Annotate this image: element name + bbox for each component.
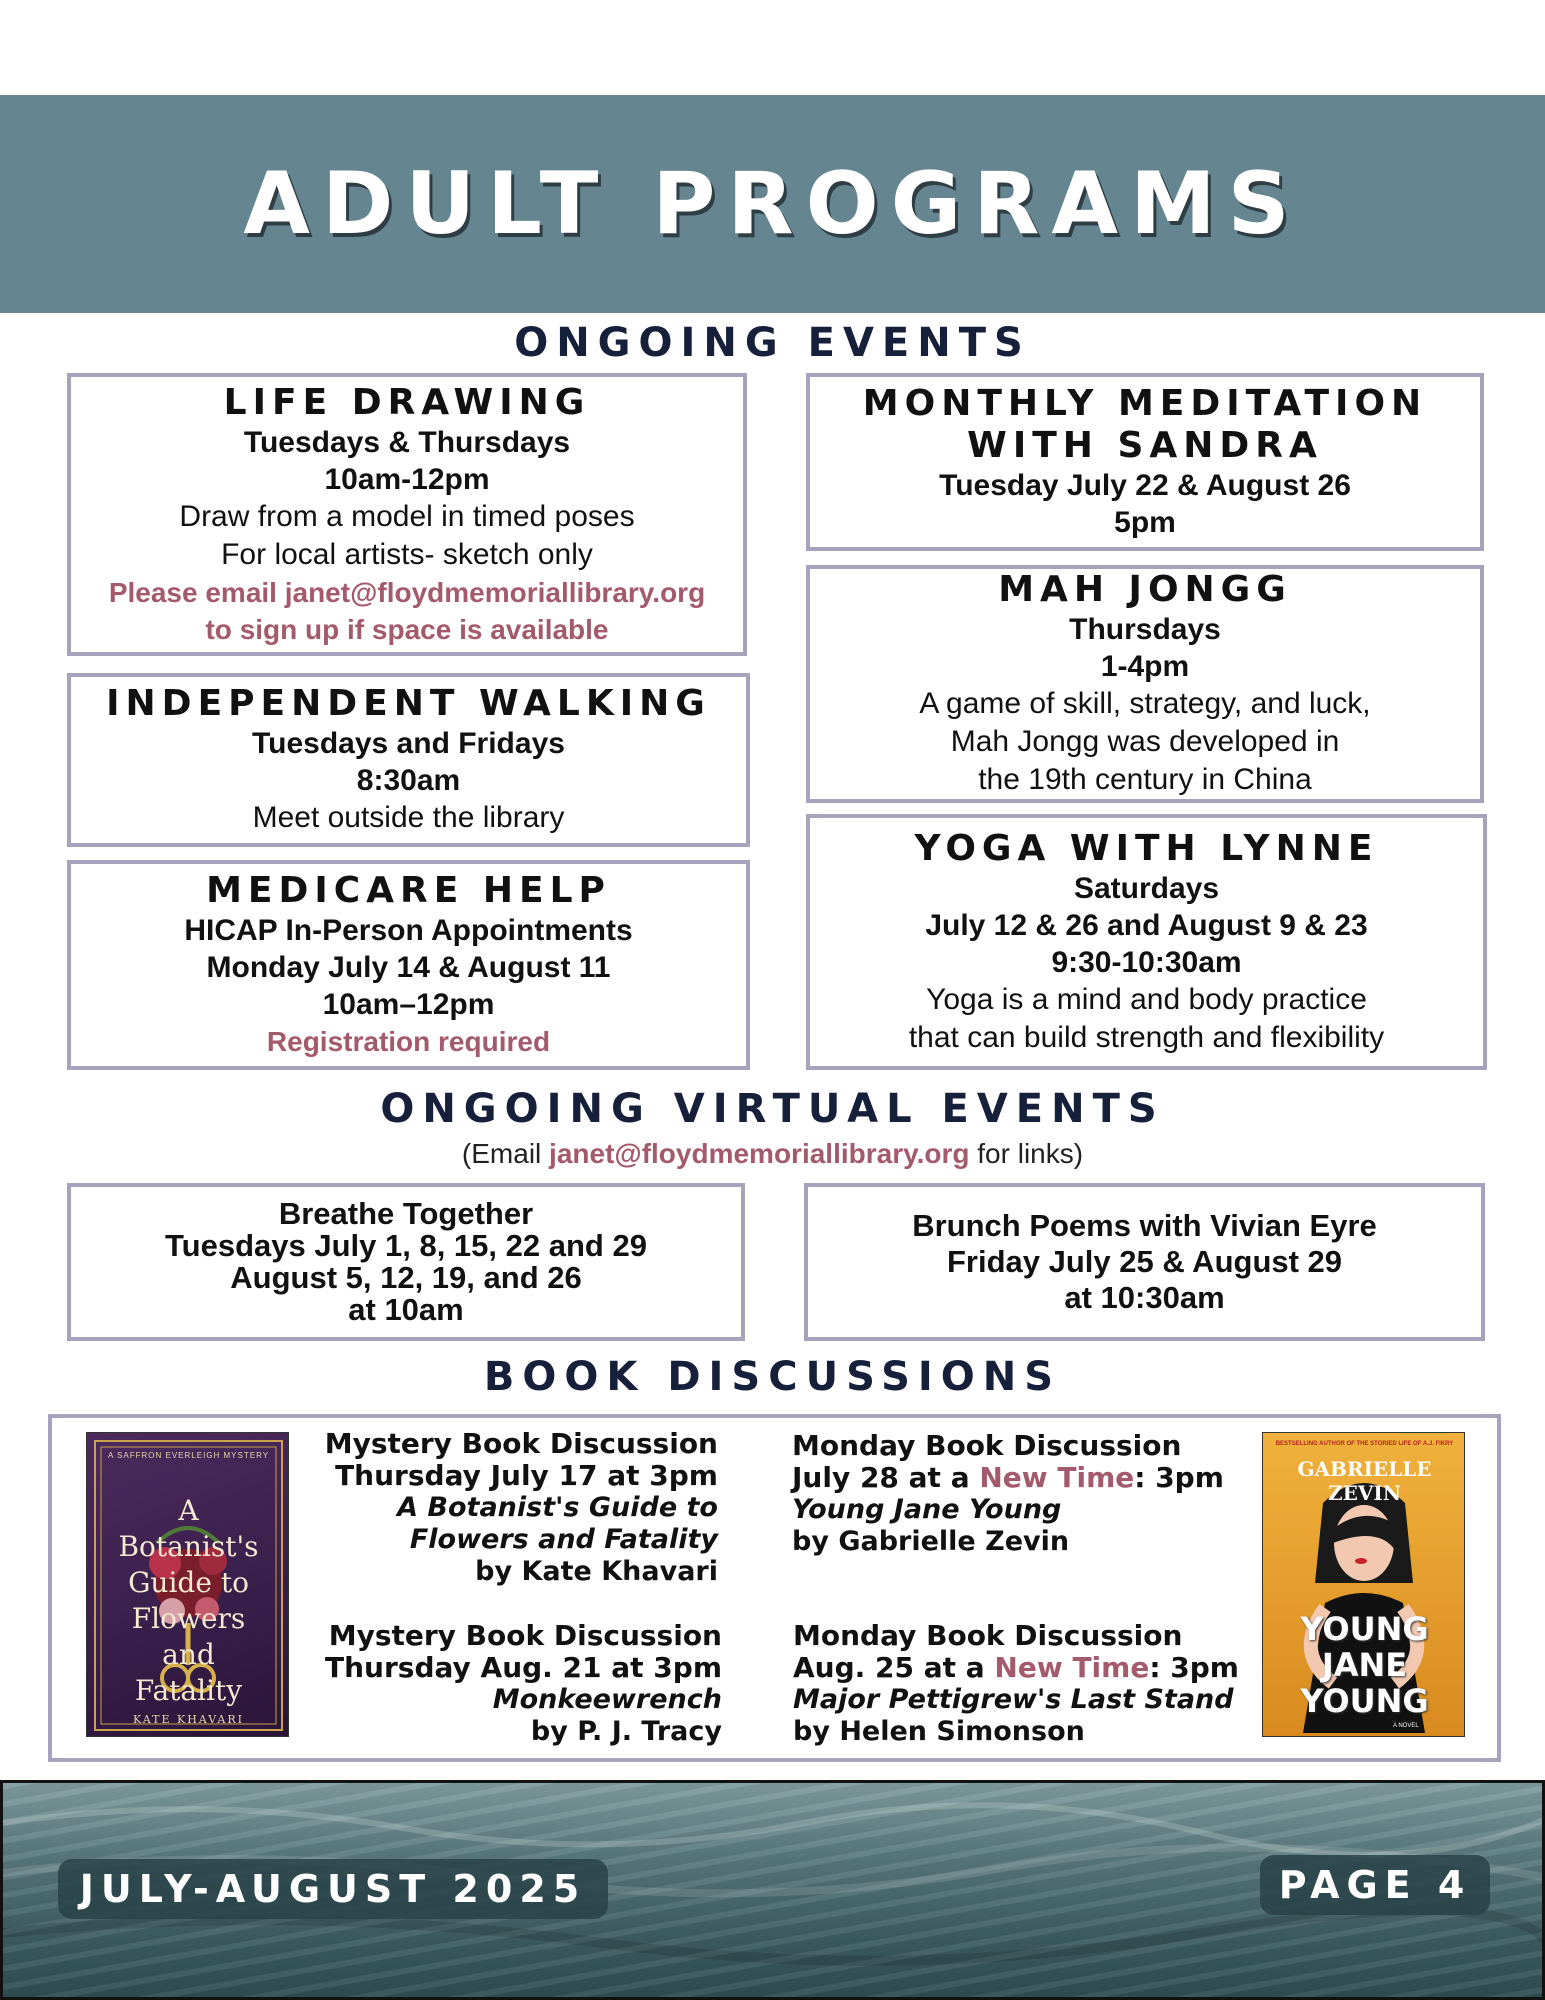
event-description: Meet outside the library — [252, 801, 565, 834]
book-title: Young Jane Young — [792, 1494, 1062, 1525]
virtual-events-subline — [0, 1138, 1545, 1170]
event-dates: July 12 & 26 and August 9 & 23 — [925, 908, 1368, 942]
event-days: Thursdays — [1069, 613, 1221, 646]
event-time: at 10am — [348, 1292, 464, 1327]
event-line: HICAP In-Person Appointments — [184, 914, 633, 947]
event-days: Tuesdays and Fridays — [252, 727, 565, 760]
event-dates: Monday July 14 & August 11 — [206, 951, 611, 984]
discussion-name: Mystery Book Discussion — [324, 1427, 718, 1460]
discussion-name: Monday Book Discussion — [792, 1429, 1182, 1462]
event-title: INDEPENDENT WALKING — [106, 683, 711, 724]
book-title: Major Pettigrew's Last Stand — [793, 1684, 1234, 1715]
event-time: 10am–12pm — [322, 988, 495, 1021]
book-discussions-heading: BOOK DISCUSSIONS — [483, 1354, 1062, 1400]
discussion-date — [793, 1652, 1253, 1684]
meditation-box — [806, 373, 1484, 551]
date-prefix: Aug. 25 at a — [793, 1651, 995, 1684]
event-dates: Tuesdays July 1, 8, 15, 22 and 29 — [165, 1228, 647, 1263]
footer-banner — [0, 1780, 1545, 2000]
event-title: WITH SANDRA — [967, 425, 1323, 466]
event-title: Breathe Together — [278, 1196, 534, 1231]
event-title: MAH JONGG — [998, 569, 1292, 610]
book-author: by P. J. Tracy — [530, 1716, 722, 1747]
event-time: 8:30am — [356, 764, 461, 797]
book-author: by Helen Simonson — [793, 1716, 1085, 1747]
book-author: by Gabrielle Zevin — [792, 1526, 1070, 1557]
breathe-together-box — [67, 1183, 745, 1341]
mystery-discussion-july — [300, 1428, 718, 1588]
book-cover-botanists-guide — [86, 1432, 289, 1737]
event-days: Tuesdays & Thursdays — [243, 425, 571, 459]
event-description: Draw from a model in timed poses — [179, 499, 635, 533]
header-banner — [0, 95, 1545, 313]
event-description: that can build strength and flexibility — [908, 1020, 1385, 1054]
cover-tagline: BESTSELLING AUTHOR OF THE STORIED LIFE OF A.J. FIKRY — [1275, 1441, 1454, 1447]
discussion-name: Mystery Book Discussion — [328, 1619, 722, 1652]
cover-title-line: YOUNG — [1300, 1682, 1429, 1720]
new-time-highlight: New Time — [994, 1651, 1150, 1684]
event-title: YOGA WITH LYNNE — [914, 827, 1379, 869]
brunch-poems-box — [804, 1183, 1485, 1341]
event-description: Mah Jongg was developed in — [950, 725, 1340, 758]
yoga-box — [806, 814, 1487, 1070]
discussion-date: Thursday July 17 at 3pm — [335, 1459, 718, 1492]
virtual-email-link[interactable]: janet@floydmemoriallibrary.org — [549, 1138, 970, 1169]
book-title: A Botanist's Guide to — [397, 1492, 718, 1523]
event-title: Brunch Poems with Vivian Eyre — [912, 1208, 1377, 1243]
virtual-events-heading: ONGOING VIRTUAL EVENTS — [380, 1086, 1165, 1132]
cover-author: GABRIELLE ZEVIN — [1297, 1457, 1432, 1505]
life-drawing-box — [67, 373, 747, 656]
medicare-help-box — [67, 860, 750, 1070]
event-time: at 10:30am — [1064, 1280, 1225, 1315]
date-suffix: : 3pm — [1134, 1461, 1224, 1494]
book-title: Monkeewrench — [492, 1684, 722, 1715]
monday-discussion-july — [792, 1430, 1252, 1558]
event-title: LIFE DRAWING — [223, 381, 591, 423]
event-time: 1-4pm — [1100, 650, 1190, 683]
event-title: MONTHLY MEDITATION — [862, 383, 1428, 424]
subline-prefix: (Email — [461, 1138, 550, 1169]
event-dates: August 5, 12, 19, and 26 — [230, 1260, 582, 1295]
event-days: Saturdays — [1073, 871, 1220, 905]
new-time-highlight: New Time — [979, 1461, 1135, 1494]
mah-jongg-box — [806, 565, 1484, 803]
event-description: A game of skill, strategy, and luck, — [919, 687, 1371, 720]
event-time: 10am-12pm — [324, 462, 490, 496]
event-description: For local artists- sketch only — [221, 537, 593, 571]
date-prefix: July 28 at a — [792, 1461, 980, 1494]
cover-title: A Botanist's Guide to Flowers and Fatality — [118, 1494, 259, 1707]
event-time: 5pm — [1114, 506, 1176, 539]
cover-title-line: JANE — [1321, 1646, 1408, 1684]
signup-email-note[interactable]: Please email janet@floydmemoriallibrary.org — [108, 576, 706, 608]
cover-title — [1263, 1611, 1465, 1719]
cover-title-line: YOUNG — [1300, 1610, 1429, 1648]
event-title: MEDICARE HELP — [206, 870, 611, 911]
discussion-name: Monday Book Discussion — [793, 1619, 1183, 1652]
event-time: 9:30-10:30am — [1051, 945, 1242, 979]
monday-discussion-august — [793, 1620, 1253, 1748]
independent-walking-box — [67, 673, 750, 847]
registration-note: Registration required — [266, 1026, 551, 1057]
book-author: by Kate Khavari — [475, 1556, 718, 1587]
page-title: ADULT PROGRAMS — [243, 154, 1302, 254]
book-title: Flowers and Fatality — [409, 1524, 718, 1555]
cover-author: KATE KHAVARI — [133, 1713, 244, 1726]
event-description: Yoga is a mind and body practice — [926, 982, 1367, 1016]
date-suffix: : 3pm — [1149, 1651, 1239, 1684]
discussion-date — [792, 1462, 1252, 1494]
subline-suffix: for links) — [969, 1138, 1084, 1169]
ongoing-events-heading: ONGOING EVENTS — [514, 320, 1031, 366]
cover-series: A SAFFRON EVERLEIGH MYSTERY — [107, 1451, 270, 1460]
signup-note: to sign up if space is available — [205, 613, 609, 645]
page-number-label: PAGE 4 — [1260, 1855, 1490, 1915]
discussion-date: Thursday Aug. 21 at 3pm — [325, 1651, 722, 1684]
cover-label: A NOVEL — [1393, 1723, 1419, 1729]
book-cover-young-jane-young — [1262, 1432, 1465, 1737]
event-dates: Tuesday July 22 & August 26 — [939, 469, 1351, 502]
event-dates: Friday July 25 & August 29 — [946, 1244, 1343, 1279]
mystery-discussion-august — [300, 1620, 722, 1748]
event-description: the 19th century in China — [978, 763, 1312, 796]
issue-date-label: JULY-AUGUST 2025 — [58, 1859, 608, 1919]
